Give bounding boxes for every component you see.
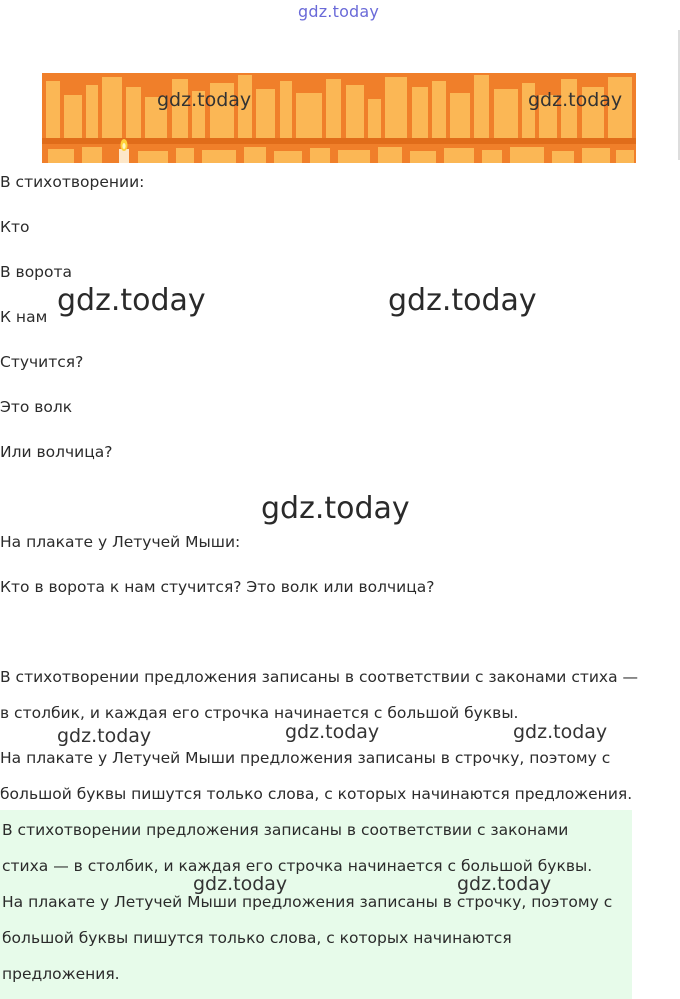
watermark: gdz.today [261,491,410,526]
answer-text [2,812,630,992]
poem-heading: В стихотворении: [0,173,145,191]
bookshelf-banner-image [42,73,636,163]
watermark: gdz.today [157,89,252,111]
poem-line: Или волчица? [0,443,113,461]
watermark: gdz.today [285,721,380,743]
poem-line: Стучится? [0,353,84,371]
answer-box [0,810,632,999]
poster-text: Кто в ворота к нам стучится? Это волк или волчица? [0,578,435,596]
watermark: gdz.today [528,89,623,111]
explanation-line: большой буквы пишутся только слова, с которых начинаются предложения. [0,785,633,803]
watermark: gdz.today [513,721,608,743]
watermark: gdz.today [388,283,537,318]
watermark: gdz.today [457,873,552,895]
explanation-line: в столбик, и каждая его строчка начинается с большой буквы. [0,704,519,722]
poem-line: Кто [0,218,30,236]
answer-line: На плакате у Летучей Мыши предложения записаны в строчку, поэтому с [2,893,613,911]
answer-line: стиха — в столбик, и каждая его строчка начинается с большой буквы. [2,857,593,875]
explanation-line: На плакате у Летучей Мыши предложения записаны в строчку, поэтому с [0,749,611,767]
poster-heading: На плакате у Летучей Мыши: [0,533,241,551]
answer-line: В стихотворении предложения записаны в соответствии с законами [2,821,569,839]
explanation-line: В стихотворении предложения записаны в соответствии с законами стиха — [0,668,639,686]
answer-line: большой буквы пишутся только слова, с которых начинаются [2,929,512,947]
poem-line: Это волк [0,398,73,416]
explanation-poster [0,740,672,812]
answer-line: предложения. [2,965,120,983]
watermark: gdz.today [193,873,288,895]
poem-line: В ворота [0,263,73,281]
watermark: gdz.today [57,725,152,747]
poem-line: К нам [0,308,48,326]
watermark: gdz.today [57,283,206,318]
watermark-top: gdz.today [298,2,380,21]
